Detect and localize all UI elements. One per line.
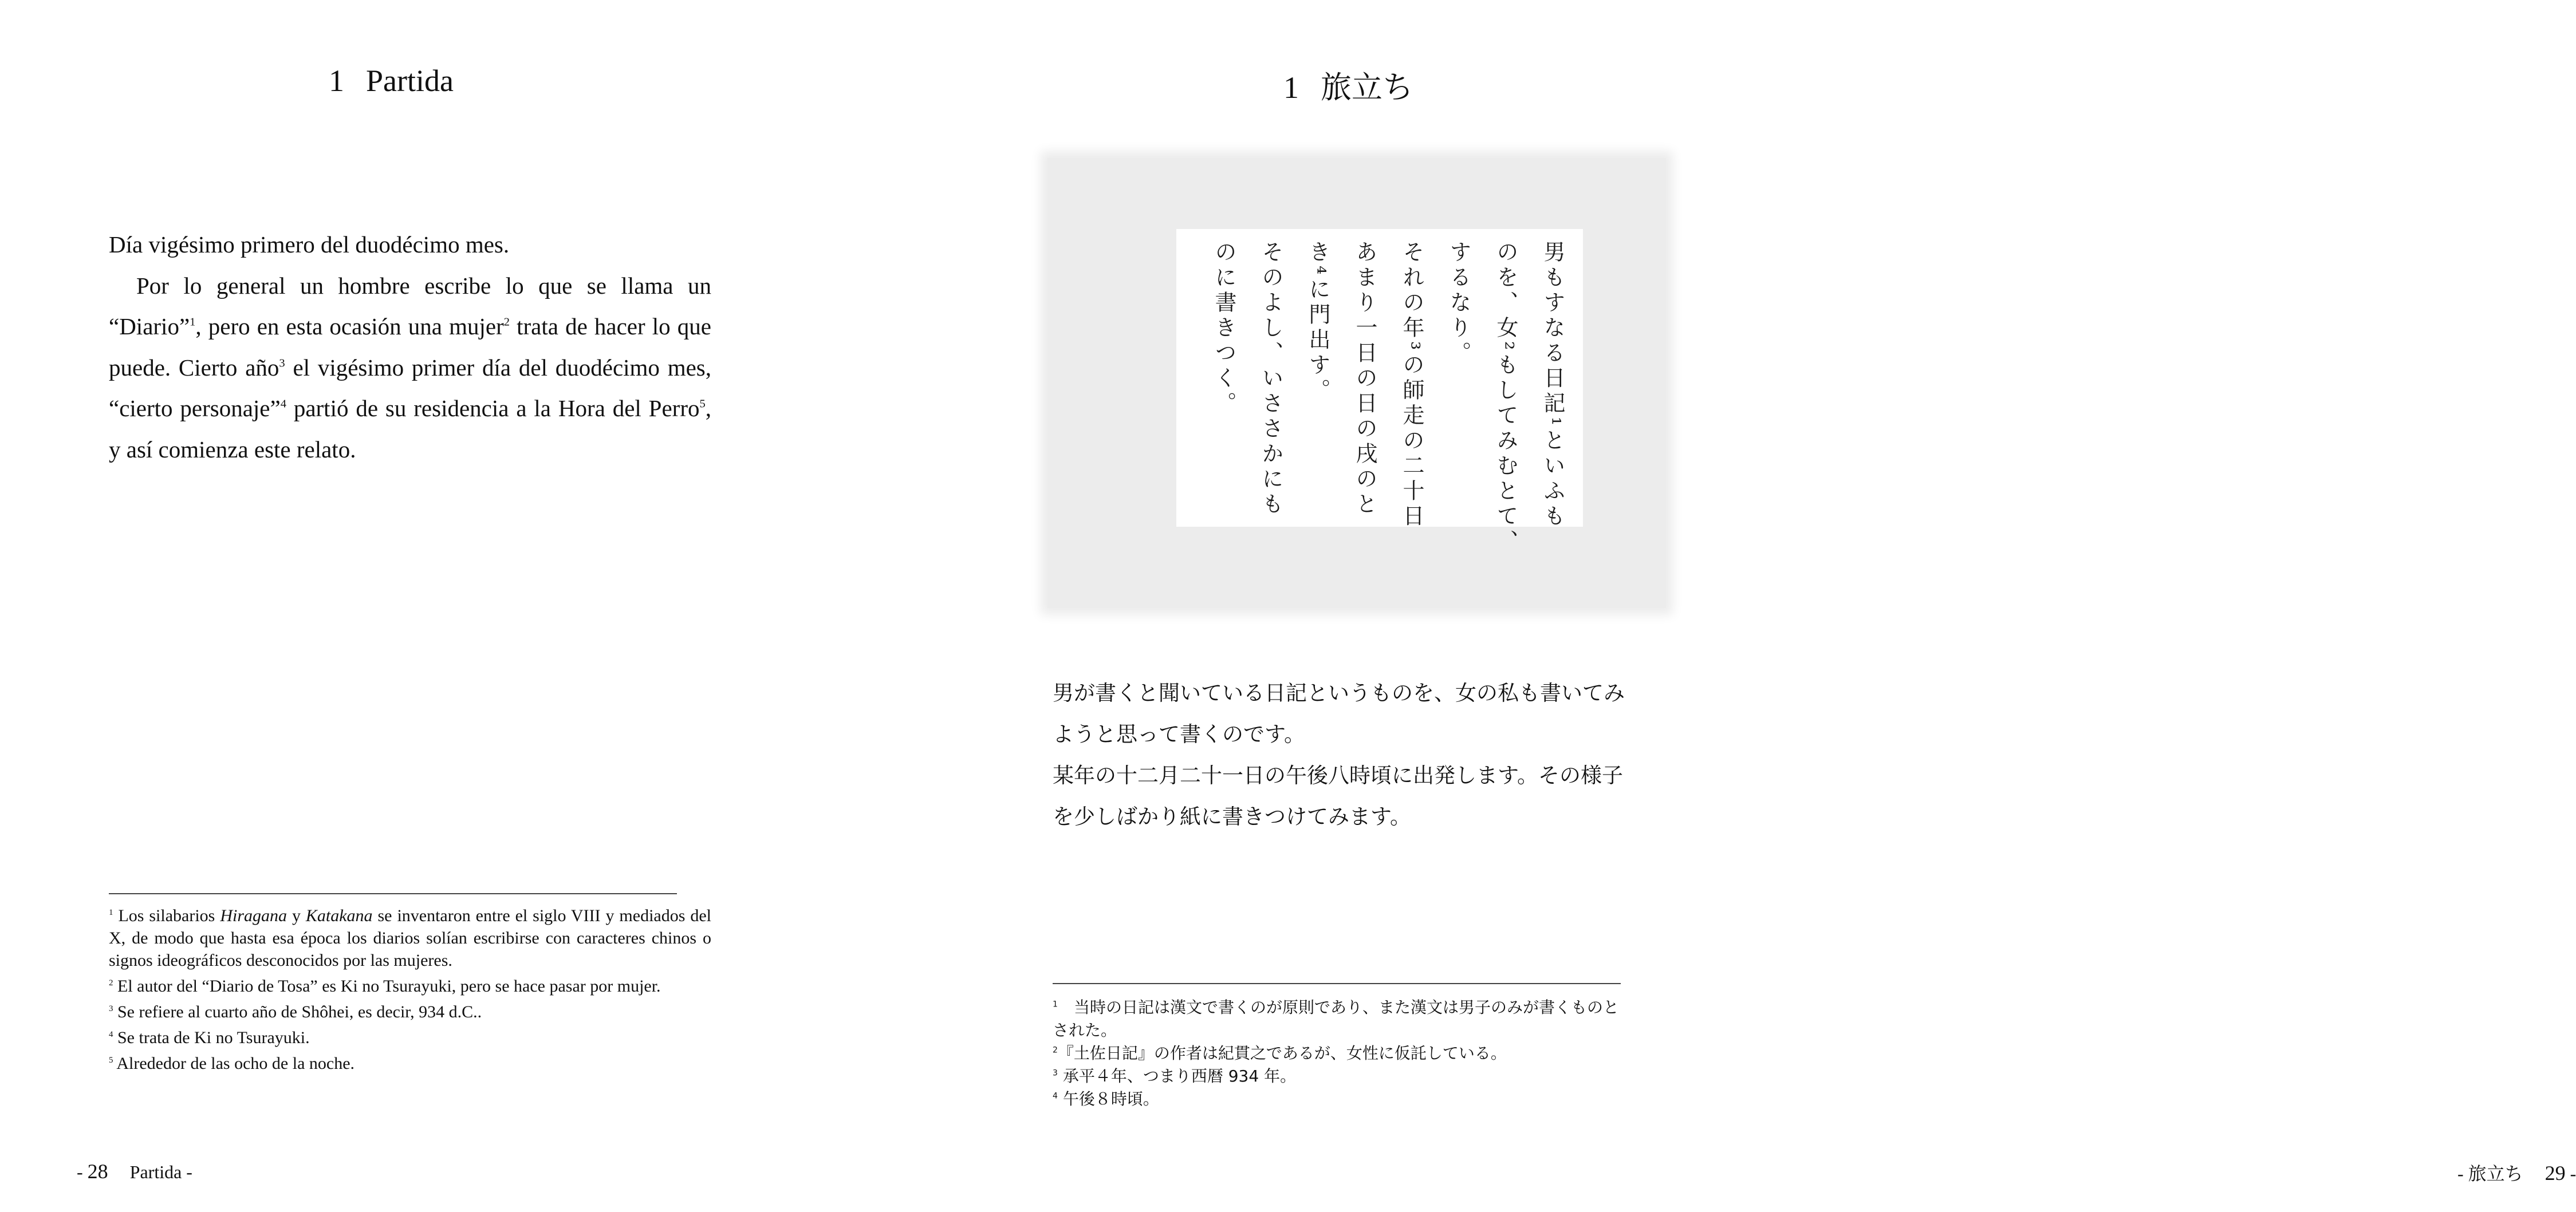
text-run: trata de hacer lo que puede. Cierto año [109,313,711,381]
body-line: ようと思って書くのです。 [1053,722,1306,747]
body-text [1053,673,1665,838]
page-footer [2457,1159,2576,1186]
chapter-title: Partida [366,64,454,98]
text-run: Por lo general un hombre escribe lo que se llama un “Diario” [109,272,711,339]
calligraphy-column: するなり。 [1446,240,1471,366]
text-run: , y así comienza este relato. [109,395,711,463]
footnote-3 [1053,1065,1660,1088]
footnote-4 [109,1027,711,1049]
text-run: , pero en esta ocasión una mujer [195,313,504,339]
footer-dash: - [77,1162,88,1182]
text-run: 承平４年、つまり西暦 934 年。 [1062,1067,1297,1085]
footnote-ref-2: 2 [503,315,510,329]
calligraphy-column: き⁴に門出す。 [1305,240,1330,404]
text-run: y [287,906,306,925]
footnote-marker: 4 [1053,1091,1058,1101]
footnote-2 [1053,1042,1660,1065]
footnote-marker: 2 [109,978,113,988]
calligraphy-column: そのよし、いささかにも [1258,240,1283,518]
calligraphy-image-frame [1047,158,1666,608]
footnote-ref-1: 1 [190,315,196,329]
calligraphy-column: のに書きつく。 [1211,240,1236,417]
text-run: El autor del “Diario de Tosa” es Ki no Tsurayuki, pero se hace pasar por mujer. [113,977,661,996]
chapter-number: 1 [329,64,344,98]
footnote-4 [1053,1088,1660,1111]
body-line: 男が書くと聞いている日記というものを、女の私も書いてみ [1053,681,1625,705]
calligraphy-column: それの年³の師走の二十日 [1399,240,1424,530]
footnote-ref-3: 3 [279,357,285,370]
page-footer [77,1159,192,1183]
text-run: 当時の日記は漢文で書くのが原則であり、また漢文は男子のみが書くものと [1073,998,1619,1017]
footnote-divider [1053,983,1621,984]
paragraph-1: Día vigésimo primero del duodécimo mes. [109,231,510,258]
chapter-number: 1 [1283,70,1299,105]
footnote-1-cont: された。 [1053,1021,1117,1040]
footnote-2 [109,975,711,997]
footnotes [1053,996,1660,1111]
footnote-5 [109,1052,711,1075]
calligraphy-column: 男もすなる日記¹といふも [1540,240,1565,530]
calligraphy-paper [1176,229,1583,555]
right-page [888,0,2576,1212]
calligraphy-column: あまり一日の日の戌のと [1352,240,1377,518]
footnote-marker: 4 [109,1029,113,1039]
footnote-marker: 2 [1053,1045,1058,1055]
text-run: partió de su residencia a la Hora del Perro [286,395,700,421]
text-run: Se refiere al cuarto año de Shôhei, es decir, 934 d.C.. [113,1002,482,1021]
footnote-ref-5: 5 [699,397,706,410]
footnotes [109,905,711,1078]
text-run: Katakana [305,906,373,925]
chapter-heading [1283,63,1413,107]
footnote-ref-4: 4 [280,397,286,410]
left-page [0,0,888,1212]
page-number: 29 [2545,1162,2566,1185]
chapter-heading [329,63,454,98]
footer-dash: - [182,1162,192,1182]
text-run: Los silabarios [113,906,220,925]
footnote-divider [109,893,677,894]
running-title: Partida [129,1162,182,1182]
running-title: 旅立ち [2468,1163,2523,1184]
text-run: Alrededor de las ocho de la noche. [113,1054,355,1073]
page-number: 28 [87,1160,108,1183]
body-text [109,224,711,470]
footnote-marker: 1 [1053,1000,1058,1009]
body-line: を少しばかり紙に書きつけてみます。 [1053,804,1412,829]
text-run: Hiragana [220,906,287,925]
paragraph-2 [109,266,711,471]
text-run: se inventaron entre el siglo VIII y mediados del X, de modo que hasta esa época los diarios solían escribirse con caracteres chinos o signos ideográficos desconocidos por las mujeres. [109,906,712,970]
text-run: 午後８時頃。 [1062,1089,1159,1108]
footnote-marker: 1 [109,907,113,917]
calligraphy-column: のを、女²もしてみむとて、 [1493,240,1518,555]
footnote-marker: 3 [109,1004,113,1013]
text-run: el vigésimo primer día del duodécimo mes, “cierto personaje” [109,354,712,421]
footer-dash: - [2457,1163,2468,1184]
text-run: 『土佐日記』の作者は紀貫之であるが、女性に仮託している。 [1057,1044,1507,1063]
footnote-1 [109,905,711,972]
footer-dash: - [2565,1163,2576,1184]
footnote-3 [109,1001,711,1023]
footnote-1 [1053,996,1660,1019]
text-run: Se trata de Ki no Tsurayuki. [113,1028,310,1047]
footnote-marker: 5 [109,1055,113,1065]
chapter-title: 旅立ち [1321,70,1413,105]
body-line: 某年の十二月二十一日の午後八時頃に出発します。その様子 [1053,763,1624,788]
footnote-marker: 3 [1053,1068,1058,1078]
